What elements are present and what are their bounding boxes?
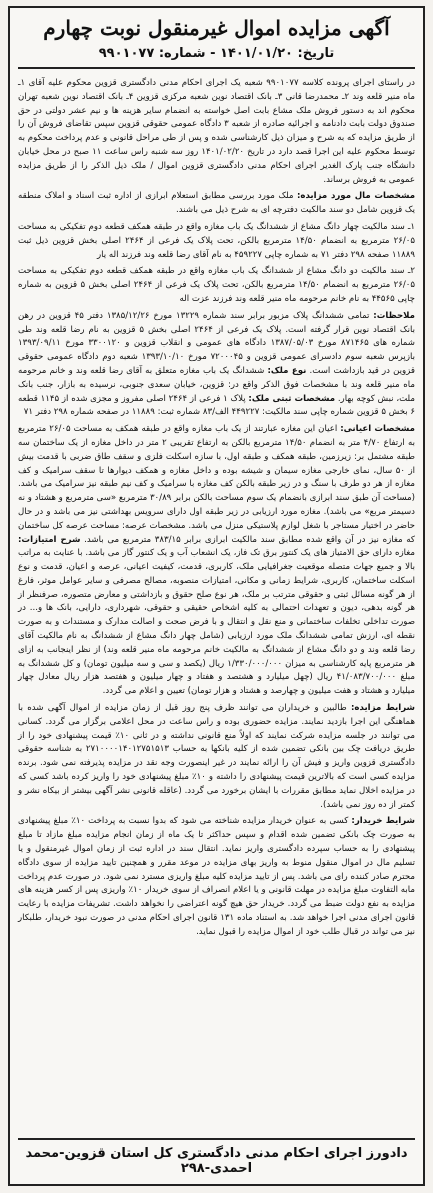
property-type-heading: نوع ملک: [267, 365, 307, 376]
auction-conditions-text: طالبین و خریداران می توانند ظرف پنج روز قبل از زمان مزایده از اموال آگهی شده با هماهنگی این اجرا بازدید نمایند. مزایده حضوری بوده و راس ساعت در محل اعلامی برگزار می گردد. کسانی می توانند در جلسه مزایده شرکت نمایند که اولاً منع قانونی نداشته و در ثانی ۱۰٪ قیمت پیشنهادی خود را از طریق دریافت چک بین بانکی تضمین شده از کلیه بانکها به حساب ۲۷۱۰۰۰۰۱۴۰۱۲۷۵۱۵۱۳ به شناسه حقوقی دادگستری قزوین واریز و فیش آن را ارائه نمایند در غیر اینصورت وجه نقد در مزایده پذیرفته نمی شود. برنده مزایده کسی است که بالاترین قیمت پیشنهادی را داشته و ۱۰٪ مبلغ پیشنهادی خود را واریز کرده باشد کسی که در مزایده اخلال نماید مطابق مقررات با ایشان برخورد می گردد. (عاقله قانونی نشر آگهی بیشتر از بیکاه نشر و کمتر از ده روز نمی باشد). [18, 703, 416, 810]
property-spec [18, 190, 415, 218]
property-spec-text: ملک مورد بررسی مطابق استعلام ابرازی از اداره ثبت اسناد و املاک منطقه یک قزوین شامل دو سند مالکیت دفترچه ای به شرح ذیل می باشند. [18, 191, 415, 216]
intro-paragraph: در راستای اجرای پرونده کلاسه ۹۹۰۱۰۷۷ شعبه یک اجرای احکام مدنی دادگستری قزوین محکوم علیه آقای ۱ـ ماه منیر قلعه وند ۲ـ محمدرضا قانی ۳ـ بانک اقتصاد نوین شعبه مرکزی قزوین ۴ـ بانک اقتصاد نوین شعبه تهران محکوم اند به دستور فروش ملک مشاع بابت اصل خواسته به انضمام سایر هزینه ها و نیم عشر دولتی در حق صندوق دولت بابت دادنامه و اجرائیه صادره از شعبه ۳ دادگاه عمومی حقوقی قزوین سپس تقاضای فروش آن را از طریق مزایده که به شرح و میزان ذیل کارشناسی شده و پس از طی مراحل قانونی و عدم پرداخت محکوم به توسط محکوم علیه این اجرا قصد دارد در تاریخ ۱۴۰۱/۰۲/۲۰ روز سه شنبه راس ساعت ۱۱ صبح در محل خیابان دانشگاه جنب پارک الغدیر اجرای احکام مدنی دادگستری قزوین اموال / ملک ذیل الذکر را از طریق مزایده عمومی به فروش برساند. [18, 78, 415, 185]
notice-date-number: تاریخ: ۱۴۰۱/۰۱/۲۰ - شماره: ۹۹۰۱۰۷۷ [18, 46, 415, 69]
notice-title: آگهی مزایده اموال غیرمنقول نوبت چهارم [43, 16, 390, 40]
registration-heading: مشخصات ثبتی ملک: [248, 393, 336, 404]
signature-line: دادورز اجرای احکام مدنی دادگستری کل استان قزوین-محمد احمدی-۲۹۸ [18, 1138, 415, 1176]
notes-text: تمامی ششدانگ پلاک مزبور برابر سند شماره ۱۳۲۲۹ مورخ ۱۳۸۵/۱۲/۲۶ دفتر ۴۵ قزوین در رهن بانک اقتصاد نوین قرار گرفته است. پلاک یک فرعی از ۲۴۶۴ اصلی بخش ۵ قزوین به نام رضا قلعه وند طی شماره های ۸۷۱۴۶۵ مورخ ۱۳۸۷/۰۵/۰۳ دادگاه های عمومی و انقلاب قزوین و ۳۳۰۰۱۲۰ مورخ ۱۳۹۳/۰۹/۱۱ بازپرس شعبه سوم دادسرای عمومی قزوین و ۷۲۰۰۰۴۵ مورخ ۱۳۹۳/۱۰/۱۰ شعبه دوم دادگاه عمومی حقوقی قزوین در قید بازداشت است. [18, 310, 416, 376]
deed-one: ۱ـ سند مالکیت چهار دانگ مشاع از ششدانگ یک باب مغازه واقع در طبقه همکف قطعه دوم تفکیکی به مساحت ۲۶/۰۵ مترمربع به انضمام ۱۴/۵۰ مترمربع بالکن، تحت پلاک یک فرعی از ۲۴۶۴ اصلی بخش قزوین ذیل ثبت ۱۱۸۸۹ صفحه ۲۹۸ دفتر ۷۱ به شماره چاپی ۴۵۹۲۲۷ به نام آقای رضا قلعه وند فرزند اله یار [18, 221, 415, 260]
building-description-heading: مشخصات اعیانی: [340, 424, 416, 435]
valuation-heading: شرح امتیازات: [18, 534, 81, 545]
registration-text: پلاک ۱ فرعی از ۲۴۶۴ اصلی مفروز و مجزی شده از ۱۱۴۵ قطعه ۶ بخش ۵ قزوین شماره چاپی سند مالکیت: ۴۴۹۲۲۷ الف/۸۳ شماره ثبت: ۱۱۸۸۹ در صفحه شماره ۲۹۸ دفتر ۷۱ [18, 393, 415, 418]
valuation-text: مغازه دارای حق الامتیاز های یک کنتور برق تک فاز، یک انشعاب آب و یک کنتور گاز می باشد. با عنایت به مراتب بالا و جمیع جهات متصله موقعیت جغرافیایی ملک، کاربری، قدمت، کیفیت اعیانی، عرصه و اعیان، قدمت و نوع اسکلت ساختمان، کاربری، شرایط زمانی و مکانی، امتیازات منصوبه، مصالح مصرفی و سایر عوامل موثر، فارغ از هر گونه مسائل ثبتی و حقوقی مترتب بر ملک، هر نوع صلح حقوق و بازداشتی و معارض متصوره، صرفنظر از هر گونه بدهی، دیون و تعهدات احتمالی به کلیه اشخاص حقیقی و حقوقی، شهرداری، دارایی، بانک ها و... در صورت تداخلی تخلفات ساختمانی و منع نقل و انتقال و با فرض صحت و اصالت مدارک و مستندات و به صورت نقطه ای، ارزش تمامی ششدانگ ملک مورد ارزیابی (شامل چهار دانگ مشاع از ششدانگ به نام مالکیت آقای رضا قلعه وند و دو دانگ مشاع از ششدانگ به مالکیت خانم مرحومه ماه منیر قلعه وند) از نظر اینجانب به ازای هر مترمربع پایه کارشناسی به میزان ۱/۳۳۰/۰۰۰/۰۰۰ ریال (یکصد و سی و سه میلیون تومان) و کل ششدانگ به مبلغ ۴۱/۰۸۳/۷۰۰/۰۰۰ ریال (چهل میلیارد و هشتصد و هفتاد و چهار میلیون و هفتصد هزار ریال معادل چهار میلیارد و هشتاد و هفت میلیون و چهارصد و هشتاد و هزار تومان) تعیین و اعلام می گردد. [18, 548, 415, 697]
building-description-text: اعیان این مغازه عبارتند از یک باب مغازه واقع در طبقه همکف به مساحت ۲۶/۰۵ مترمربع به ارتفاع ۴/۷۰ متر به انضمام ۱۴/۵۰ مترمربع بالکن به ارتفاع تقریبی ۲ متر در داخل مغازه از یک ساختمان سه طبقه مشتمل بر: زیرزمین، طبقه همکف و طبقه اول، با سازه اسکلت فلزی و سقف طاق ضربی با قدمت بیش از ۵۰ سال، نمای خارجی مغازه سیمان و شیشه بوده و داخل مغازه و همکف دیوارها تا سقف سرامیک و کف مغازه از هر دو طرف با سنگ و در زیر طبقه بالکن کف مغازه با سرامیک و کف نیم طبقه نیز سرامیک می باشد. (مساحت آن طبق سند ابرازی بانضمام یک سوم مساحت بالکن برابر ۳۰/۸۹ مترمربع «سی مترمربع و هشتاد و نه دسیمتر مربع» می باشد). مغازه مورد ارزیابی در زیر طبقه اول دارای سرویس بهداشتی نیز می باشد و در حال حاضر در اختیار مستاجر با شغل لوازم پلاستیکی منزل می باشد. مشخصات عرصه: مساحت عرصه کل ساختمان که مغازه نیز در آن واقع شده مطابق سند مالکیت ابرازی برابر ۳۸۳/۱۵ مترمربع می باشد. [18, 424, 416, 545]
buyer-conditions-text: کسی به عنوان خریدار مزایده شناخته می شود که بدوا نسبت به پرداخت ۱۰٪ مبلغ پیشنهادی به صورت چک بانکی تضمین شده اقدام و سپس حداکثر تا یک ماه از زمان انجام مزایده مبلغ مازاد تا مبلغ پیشنهادی را به حساب سپرده دادگستری واریز نماید. انتقال سند در اداره ثبت از زمان اموال غیرمنقول و یا تسلیم مال در اموال منقول منوط به واریز بهای مزایده در موعد مقرر و همچنین تایید مزایده از سوی دادگاه محترم صادر کننده رای می باشد. پس از تایید مزایده کلیه مبلغ واریزی مسترد نمی شود. در صورت عدم پرداخت مابه التفاوت مبلغ مزایده در مهلت قانونی و یا اعلام انصراف از سوی خریدار ۱۰٪ واریزی پس از کسر هزینه های مزایده به نفع دولت ضبط می گردد. خریدار حق هیچ گونه اعتراضی را نخواهد داشت. تشریفات مزایده با رعایت قانون اجرای مدنی اجرا خواهد شد. به استناد ماده ۱۳۱ قانون اجرای احکام مدنی در صورت نبود خریدار، طلبکار نیز می تواند در قبال طلب خود از اموال مزایده را قبول نماید. [18, 816, 415, 937]
buyer-conditions-heading: شرایط خریدار: [351, 816, 416, 827]
notes-heading: ملاحظات: [373, 310, 415, 321]
buyer-conditions [18, 815, 415, 939]
building-description [18, 423, 415, 699]
property-spec-heading: مشخصات مال مورد مزایده: [296, 191, 416, 202]
deed-two: ۲ـ سند مالکیت دو دانگ مشاع از ششدانگ یک باب مغازه واقع در طبقه همکف قطعه دوم تفکیکی به مساحت ۲۶/۰۵ مترمربع به انضمام ۱۴/۵۰ مترمربع بالکن، تحت پلاک یک فرعی از ۲۴۶۴ اصلی بخش ۵ قزوین به شماره چاپی ۴۴۵۶۵ به نام خانم مرحومه ماه منیر قلعه وند فرزند عزت اله [18, 266, 415, 304]
auction-conditions [18, 702, 415, 812]
auction-conditions-heading: شرایط مزایده: [350, 703, 415, 714]
auction-notice [8, 6, 425, 1186]
notes-section [18, 310, 415, 420]
property-type-text: ششدانگ یک باب مغازه متعلق به آقای رضا قلعه وند و خانم مرحومه ماه منیر قلعه وند با مشخصات فوق الذکر واقع در: قزوین، خیابان سعدی جنوبی، نرسیده به بازار، جنب بانک ملت، نبش کوچه بهار. [18, 365, 415, 404]
